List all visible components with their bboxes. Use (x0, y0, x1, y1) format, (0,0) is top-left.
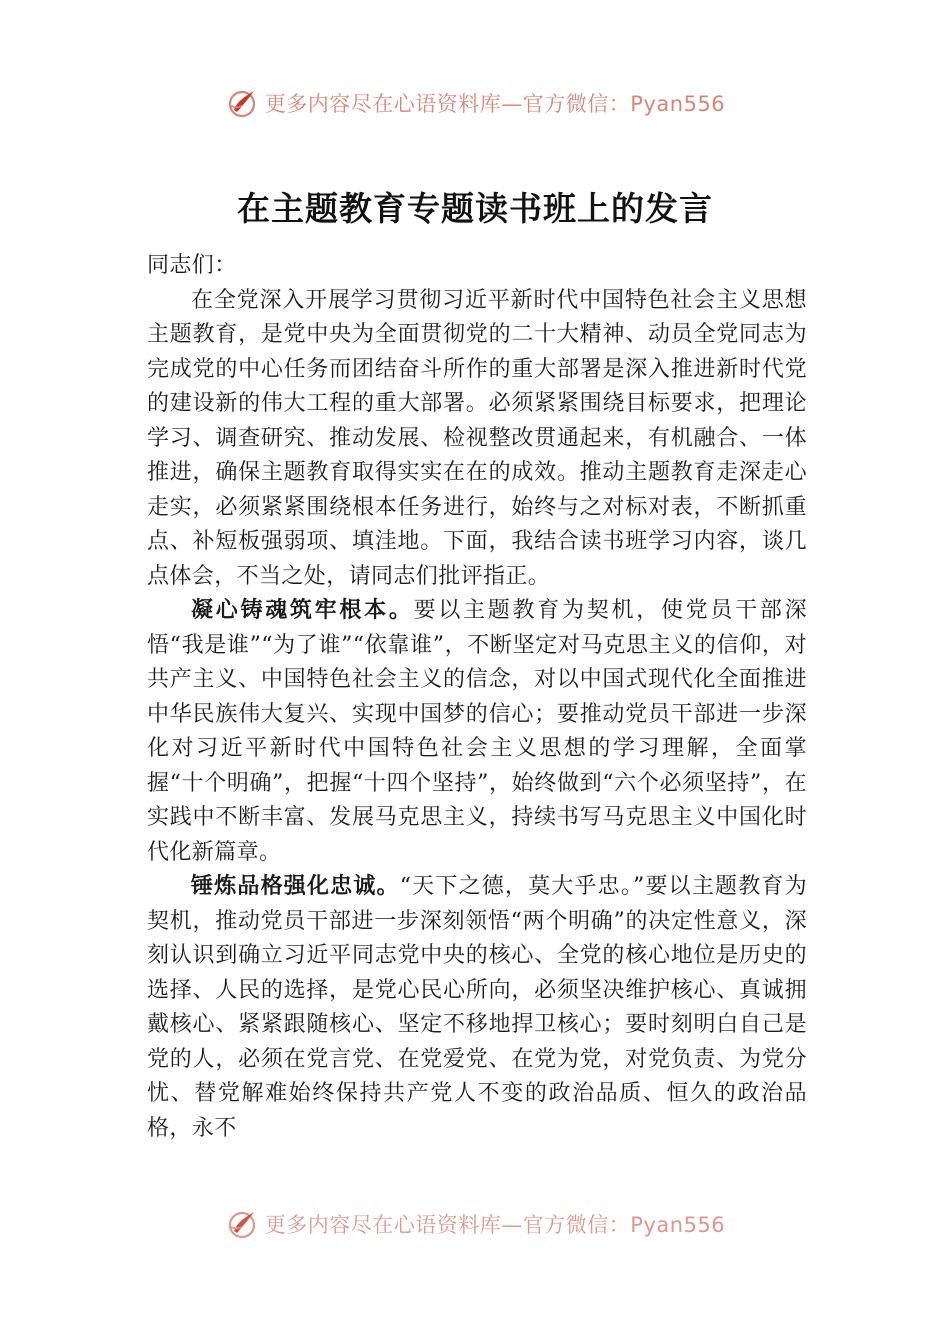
paragraph-intro (147, 284, 807, 595)
watermark-text: 更多内容尽在心语资料库—官方微信：Pyan556 (264, 1213, 726, 1237)
paragraph-text: 在全党深入开展学习贯彻习近平新时代中国特色社会主义思想主题教育，是党中央为全面贯彻党的二十大精神、动员全党同志为完成党的中心任务而团结奋斗所作的重大部署是深入推进新时代党的建设新的伟大工程的重大部署。必须紧紧围绕目标要求，把理论学习、调查研究、推动发展、检视整改贯通起来，有机融合、一体推进，确保主题教育取得实实在在的成效。推动主题教育走深走心走实，必须紧紧围绕根本任务进行，始终与之对标对表，不断抓重点、补短板强弱项、填洼地。下面，我结合读书班学习内容，谈几点体会，不当之处，请同志们批评指正。 (147, 287, 807, 589)
watermark-text: 更多内容尽在心语资料库—官方微信：Pyan556 (264, 92, 726, 116)
paragraph-text: “天下之德，莫大乎忠。”要以主题教育为契机，推动党员干部进一步深刻领悟“两个明确”的决定性意义，深刻认识到确立习近平同志党中央的核心、全党的核心地位是历史的选择、人民的选择，是党心民心所向，必须坚决维护核心、真诚拥戴核心、紧紧跟随核心、坚定不移地捍卫核心；要时刻明白自己是党的人，必须在党言党、在党爱党、在党为党，对党负责、为党分忧、替党解难始终保持共产党人不变的政治品质、恒久的政治品格，永不 (147, 874, 807, 1141)
paragraph-lead: 凝心铸魂筑牢根本。 (191, 598, 414, 623)
footer-watermark (0, 1206, 950, 1242)
paragraph-section-1 (147, 594, 807, 870)
document-body (147, 249, 807, 1204)
paragraph-section-2 (147, 870, 807, 1146)
document-title: 在主题教育专题读书班上的发言 (237, 189, 713, 228)
salutation: 同志们： (147, 253, 237, 278)
paragraph-lead: 锤炼品格强化忠诚。 (191, 874, 400, 899)
paragraph-text: 要以主题教育为契机，使党员干部深悟“我是谁”“为了谁”“依靠谁”，不断坚定对马克思主义的信仰，对共产主义、中国特色社会主义的信念，对以中国式现代化全面推进中华民族伟大复兴、实现中国梦的信心；要推动党员干部进一步深化对习近平新时代中国特色社会主义思想的学习理解，全面掌握“十个明确”，把握“十四个坚持”，始终做到“六个必须坚持”，在实践中不断丰富、发展马克思主义，持续书写马克思主义中国化时代化新篇章。 (147, 598, 807, 865)
brand-logo-icon (225, 1207, 259, 1241)
brand-logo-icon (225, 86, 259, 120)
header-watermark (0, 85, 950, 121)
